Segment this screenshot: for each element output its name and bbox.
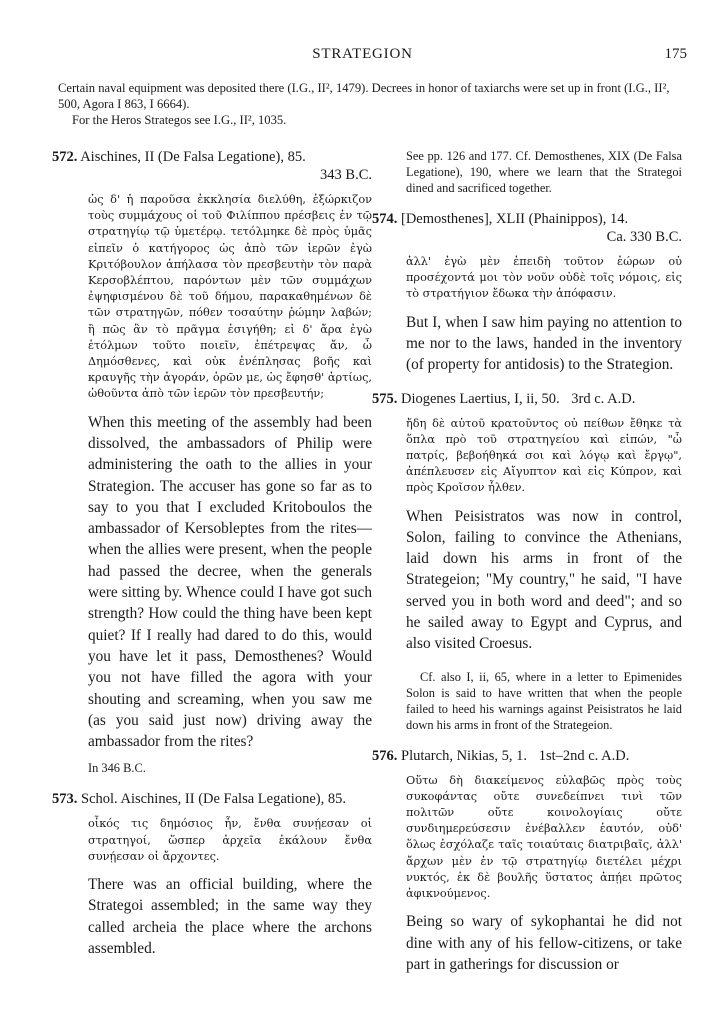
entry-573 bbox=[52, 790, 372, 959]
page-number: 175 bbox=[664, 46, 687, 62]
entry-source: Diogenes Laertius, I, ii, 50. bbox=[401, 390, 560, 407]
translation-text: When this meeting of the assembly had been dissolved, the ambassadors of Philip were administering the oath to the allies in your Strategion. The accuser has gone so far as to say to you that I excluded Kritoboulos the ambassador of Kersobleptes from the rites—when the allies were present, when the people had passed the decree, when the generals were sitting by. Whence could I have got such strength? How could the thing have been kept quiet? If I really had dared to do this, would you have let it pass, Demosthenes? Would you not have filled the agora with your shouting and screaming, when you saw me (as you said just now) driving away the ambassador from the rites? bbox=[88, 413, 372, 751]
entry-date: 3rd c. A.D. bbox=[571, 390, 636, 407]
translation-text: When Peisistratos was now in control, Solon, failing to convince the Athenians, laid down his arms in front of the Strategeion; "My country," he said, "I have served you in both word and deed"; and so he sailed away to Egypt and Cyprus, and also visited Croesus. bbox=[406, 507, 682, 653]
entry-heading bbox=[52, 148, 372, 184]
entry-number: 575. bbox=[372, 390, 398, 407]
entry-date: 1st–2nd c. A.D. bbox=[538, 747, 630, 764]
entry-number: 574. bbox=[372, 211, 398, 227]
running-header-title: STRATEGION bbox=[312, 46, 413, 62]
entry-572 bbox=[52, 148, 372, 776]
entry-source: Schol. Aischines, II (De Falsa Legatione), 85. bbox=[81, 791, 346, 808]
greek-text: οἶκός τις δημόσιος ἦν, ἔνθα συνῄεσαν οἱ στρατηγοί, ὥσπερ ἀρχεῖα ἐκάλουν ἔνθα συνῄεσαν οἱ ἄρχοντες. bbox=[88, 817, 372, 863]
entry-source: Aischines, II (De Falsa Legatione), 85. bbox=[80, 149, 306, 165]
right-column bbox=[372, 148, 682, 975]
greek-text: ἀλλ' ἐγὼ μὲν ἐπειδὴ τοῦτον ἑώρων οὐ προσέχοντά μοι τὸν νοῦν οὐδὲ τοῖς νόμοις, εἰς τὸ στρατήγιον ἔδωκα τὴν ἀπόφασιν. bbox=[406, 255, 682, 301]
entry-note: In 346 B.C. bbox=[88, 761, 146, 776]
entry-heading bbox=[372, 210, 682, 246]
translation-text: Being so wary of sykophantai he did not dine with any of his fellow-citizens, or take part in gatherings for discussion or bbox=[406, 913, 682, 973]
entry-575 bbox=[372, 390, 682, 733]
entry-574 bbox=[372, 210, 682, 376]
translation-text: There was an official building, where the Strategoi assembled; in the same way they called archeia the place where the archons assembled. bbox=[88, 876, 372, 957]
greek-text: ἤδη δὲ αὐτοῦ κρατοῦντος οὐ πείθων ἔθηκε τὰ ὅπλα πρὸ τοῦ στρατηγείου καὶ εἰπών, "ὦ πατρίς, βεβοήθηκά σοι καὶ λόγῳ καὶ ἔργῳ", ἀπέπλευσεν εἰς Αἴγυπτον καὶ εἰς Κύπρον, καὶ πρὸς Κροῖσον ἦλθεν. bbox=[406, 416, 682, 495]
entry-date: 343 B.C. bbox=[320, 167, 372, 183]
entry-note: Cf. also I, ii, 65, where in a letter to Epimenides Solon is said to have written that when the people failed to heed his warnings against Peisistratos he laid down his arms in front of the Strategeion. bbox=[406, 669, 682, 732]
intro-paragraph bbox=[58, 80, 683, 128]
intro-text-heros: For the Heros Strategos see I.G., II², 1035. bbox=[72, 113, 287, 127]
entry-source: Plutarch, Nikias, 5, 1. bbox=[401, 747, 528, 764]
entry-source: [Demosthenes], XLII (Phainippos), 14. bbox=[401, 211, 629, 227]
entry-573-note: See pp. 126 and 177. Cf. Demosthenes, XIX (De Falsa Legatione), 190, where we learn that the Strategoi dined and sacrificed together. bbox=[406, 149, 682, 195]
entry-number: 573. bbox=[52, 791, 78, 808]
entry-576 bbox=[372, 747, 682, 976]
entry-heading bbox=[52, 790, 372, 808]
entry-heading bbox=[372, 747, 682, 765]
intro-text: Certain naval equipment was deposited there (I.G., II², 1479). Decrees in honor of taxiarchs were set up in front (I.G., II², 500, Agora I 863, I 6664). bbox=[58, 81, 670, 111]
left-column bbox=[52, 148, 372, 959]
entry-number: 576. bbox=[372, 747, 398, 764]
entry-number: 572. bbox=[52, 149, 78, 165]
translation-text: But I, when I saw him paying no attention to me nor to the laws, handed in the inventory (of property for antidosis) to the Strategion. bbox=[406, 313, 682, 374]
greek-text: Οὕτω δὴ διακείμενος εὐλαβῶς πρὸς τοὺς συκοφάντας οὔτε συνεδείπνει τινὶ τῶν πολιτῶν οὔτε κοινολογίαις οὔτε συνδιημερεύσεσιν ἐνέβαλλεν ἑαυτόν, οὐδ' ὅλως ἐσχόλαζε ταῖς τοιαύταις διατριβαῖς, ἀλλ' ἄρχων μὲν ἐν τῷ στρατηγίῳ διετέλει μέχρι νυκτός, ἐκ δὲ βουλῆς ὕστατος ἀπῄει πρῶτος ἀφικνούμενος. bbox=[406, 773, 682, 901]
entry-heading bbox=[372, 390, 682, 408]
greek-text: ὡς δ' ἡ παροῦσα ἐκκλησία διελύθη, ἐξώρκιζον τοὺς συμμάχους οἱ τοῦ Φιλίππου πρέσβεις ἐν τῷ στρατηγίῳ τῷ ὑμετέρῳ. τετόλμηκε δὲ πρὸς ὑμᾶς εἰπεῖν ὁ κατήγορος ὡς ἀπὸ τῶν ἱερῶν ἐγὼ Κριτόβουλον ἀπήλασα τὸν πρεσβευτὴν τὸν παρὰ Κερσοβλέπτου, παρόντων μὲν τῶν συμμάχων ἐψηφισμένου δὲ τοῦ δήμου, παρακαθημένων δὲ τῶν στρατηγῶν, πόθεν τοσαύτην ῥώμην λαβών; ἢ πῶς ἂν τὸ πρᾶγμα ἐσιγήθη; εἰ δ' ἄρα ἐγὼ ἐτόλμων τοῦτο ποιεῖν, ἐπέτρεψας ἄν, ὦ Δημόσθενες, καὶ οὐκ ἐνέπλησας βοῆς καὶ κραυγῆς τὴν ἀγοράν, ὁρῶν με, ὡς ἔφησθ' ἀρτίως, ὠθοῦντα ἀπὸ τῶν ἱερῶν τὸν πρεσβευτήν; bbox=[88, 193, 372, 401]
entry-date: Ca. 330 B.C. bbox=[606, 229, 682, 245]
